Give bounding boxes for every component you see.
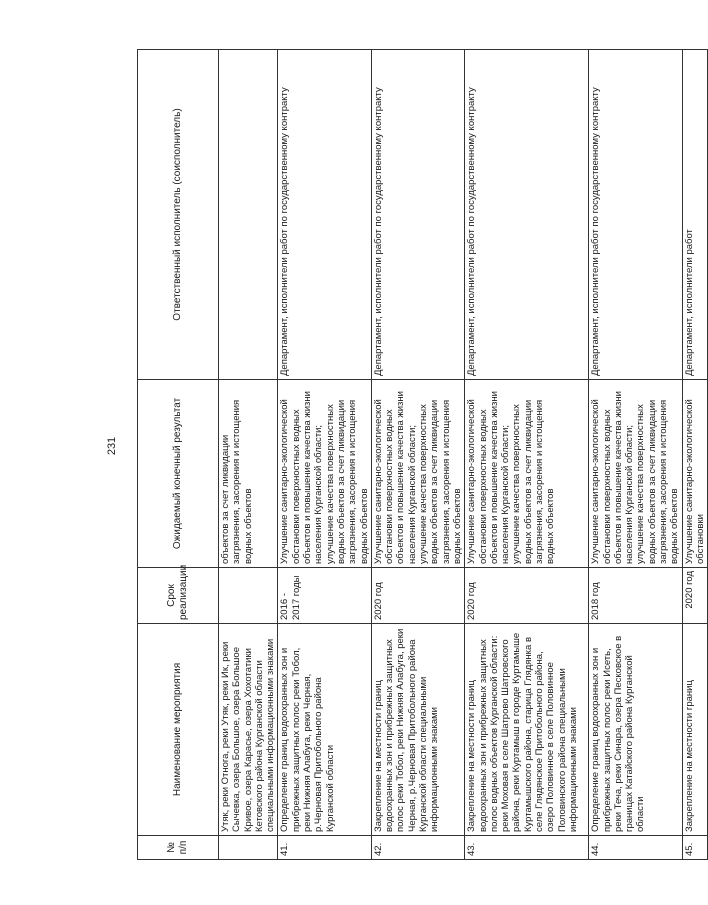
header-result: Ожидаемый конечный результат: [138, 380, 219, 568]
row-num: 43.: [465, 836, 589, 860]
header-name: Наименование мероприятия: [138, 624, 219, 836]
row-result: Улучшение санитарно-экологической обстановки поверхностных водных объектов и повышение качества жизни населения Курганской области; улучшение качества поверхностных водных объектов за счет ликвидации загрязнения, засорения и истощения водных объектов: [465, 380, 589, 568]
row-num: [219, 836, 278, 860]
table-header-row: [138, 50, 219, 860]
row-executor: [219, 50, 278, 380]
row-name: Закрепление на местности границ водоохранных зон и прибрежных защитных полос водных объектов Курганской области: реки Моховая в селе Шатрово Шатровского района, реки Куртамыш в городе Куртамыше Куртамышского района, старица Глядянка в селе Глядянское Притобольного района, озеро Половинное в селе Половинное Половинского района специальными информационными знаками: [465, 624, 589, 836]
row-name: Утяк, реки Отнога, реки Утяк, реки Ик, реки Сычевка, озера Большое, озера Большое Кривое, озера Карасье, озера Хохотатики Кетовского района Курганской области специальными информационными знаками: [219, 624, 278, 836]
activities-table-rotated: [137, 50, 706, 860]
page-number: 231: [106, 436, 118, 456]
table-row: [589, 50, 682, 860]
row-num: 45.: [682, 836, 708, 860]
row-executor: Департамент, исполнители работ по государственному контракту: [465, 50, 589, 380]
table-row: [371, 50, 464, 860]
row-num: 41.: [278, 836, 371, 860]
table-row: [682, 50, 708, 860]
table-row: [219, 50, 278, 860]
table-row: [278, 50, 371, 860]
row-name: Закрепление на местности границ водоохранных зон и прибрежных защитных полос реки Тобол, реки Нижняя Алабуга, реки Черная, р.Черновая Притобольного района Курганской области специальными информационными знаками: [371, 624, 464, 836]
row-term: 2020 год: [371, 568, 464, 624]
row-term: 2020 год: [465, 568, 589, 624]
header-executor: Ответственный исполнитель (соисполнитель): [138, 50, 219, 380]
row-term: 2020 год: [682, 568, 708, 624]
row-term: [219, 568, 278, 624]
row-executor: Департамент, исполнители работ по государственному контракту: [278, 50, 371, 380]
header-num: № п/п: [138, 836, 219, 860]
header-term: Срок реализации: [138, 568, 219, 624]
row-term: 2018 год: [589, 568, 682, 624]
row-num: 42.: [371, 836, 464, 860]
row-name: Определение границ водоохранных зон и прибрежных защитных полос реки Исеть, реки Теча, реки Синара, озера Песковское в границах Катайского района Курганской области: [589, 624, 682, 836]
row-executor: Департамент, исполнители работ: [682, 50, 708, 380]
table-row: [465, 50, 589, 860]
row-term: 2016 - 2017 годы: [278, 568, 371, 624]
row-result: объектов за счет ликвидации загрязнения, засорения и истощения водных объектов: [219, 380, 278, 568]
row-result: Улучшение санитарно-экологической обстановки поверхностных водных объектов и повышение качества жизни населения Курганской области; улучшение качества поверхностных водных объектов за счет ликвидации загрязнения, засорения и истощения водных объектов: [371, 380, 464, 568]
row-result: Улучшение санитарно-экологической обстановки: [682, 380, 708, 568]
activities-table: [137, 49, 708, 860]
row-num: 44.: [589, 836, 682, 860]
row-name: Закрепление на местности границ: [682, 624, 708, 836]
row-executor: Департамент, исполнители работ по государственному контракту: [589, 50, 682, 380]
row-result: Улучшение санитарно-экологической обстановки поверхностных водных объектов и повышение качества жизни населения Курганской области; улучшение качества поверхностных водных объектов за счет ликвидации загрязнения, засорения и истощения водных объектов: [278, 380, 371, 568]
row-executor: Департамент, исполнители работ по государственному контракту: [371, 50, 464, 380]
row-result: Улучшение санитарно-экологической обстановки поверхностных водных объектов и повышение качества жизни населения Курганской области; улучшение качества поверхностных водных объектов за счет ликвидации загрязнения, засорения и истощения водных объектов: [589, 380, 682, 568]
row-name: Определение границ водоохранных зон и прибрежных защитных полос реки Тобол, реки Нижняя Алабуга, реки Черная, р.Черновая Притобольного района Курганской области: [278, 624, 371, 836]
